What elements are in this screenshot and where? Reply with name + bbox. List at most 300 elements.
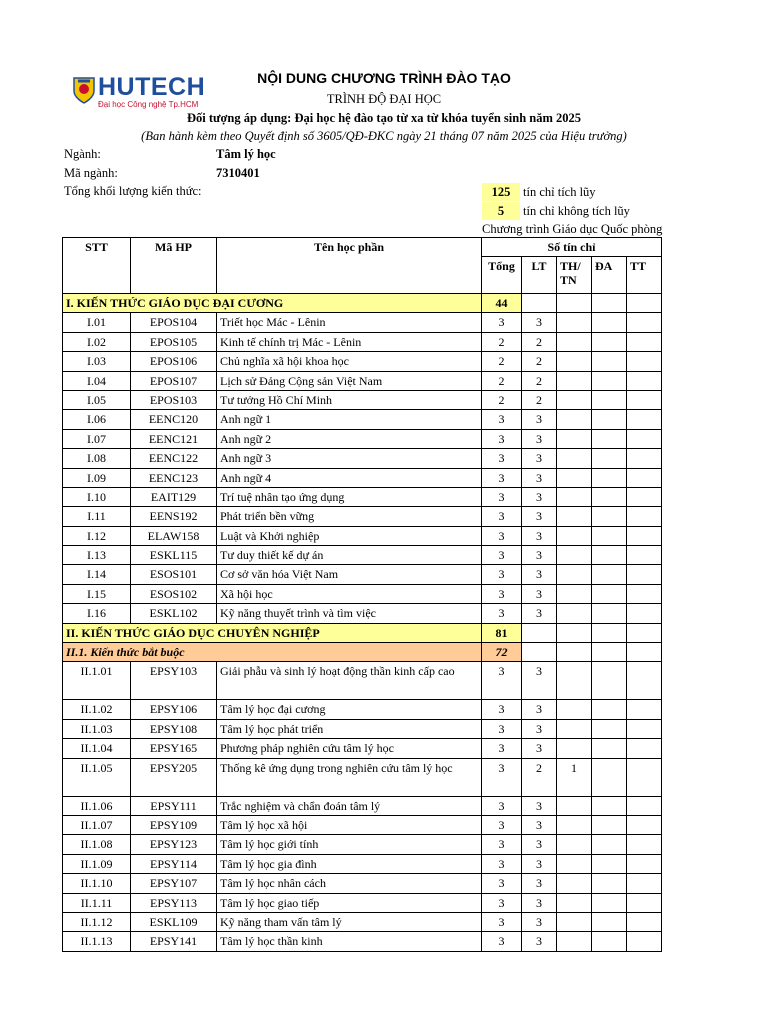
row-tt-credits: [627, 758, 662, 796]
row-total-credits: 3: [482, 835, 522, 854]
row-da-credits: [592, 565, 627, 584]
header-stt: STT: [63, 238, 131, 294]
row-course-name: Trí tuệ nhân tạo ứng dụng: [217, 487, 482, 506]
row-lt-credits: 2: [522, 352, 557, 371]
row-tt-credits: [627, 604, 662, 623]
row-course-code: EPSY109: [131, 815, 217, 834]
row-da-credits: [592, 874, 627, 893]
section-empty-cell: [557, 643, 592, 662]
row-stt: I.03: [63, 352, 131, 371]
row-course-name: Tâm lý học giao tiếp: [217, 893, 482, 912]
row-stt: I.15: [63, 584, 131, 603]
row-stt: I.04: [63, 371, 131, 390]
row-lt-credits: 3: [522, 796, 557, 815]
row-stt: II.1.02: [63, 700, 131, 719]
row-tt-credits: [627, 719, 662, 738]
row-tt-credits: [627, 468, 662, 487]
row-course-name: Tâm lý học thần kinh: [217, 932, 482, 951]
row-course-code: EENC122: [131, 449, 217, 468]
row-th-tn-credits: [557, 815, 592, 834]
table-row: [63, 739, 662, 758]
header-da: ĐA: [592, 257, 627, 294]
row-course-name: Cơ sở văn hóa Việt Nam: [217, 565, 482, 584]
row-da-credits: [592, 429, 627, 448]
row-da-credits: [592, 758, 627, 796]
row-total-credits: 3: [482, 546, 522, 565]
row-course-code: EENC120: [131, 410, 217, 429]
row-total-credits: 3: [482, 507, 522, 526]
header-total: Tổng: [482, 257, 522, 294]
row-lt-credits: 3: [522, 429, 557, 448]
document-title: NỘI DUNG CHƯƠNG TRÌNH ĐÀO TẠO: [257, 70, 511, 86]
table-row: [63, 449, 662, 468]
row-course-name: Tư duy thiết kế dự án: [217, 546, 482, 565]
row-th-tn-credits: [557, 584, 592, 603]
row-course-code: EPOS104: [131, 313, 217, 332]
row-course-code: EPSY107: [131, 874, 217, 893]
table-row: [63, 565, 662, 584]
row-lt-credits: 2: [522, 390, 557, 409]
row-total-credits: 3: [482, 487, 522, 506]
row-tt-credits: [627, 796, 662, 815]
row-da-credits: [592, 739, 627, 758]
table-row: [63, 835, 662, 854]
row-th-tn-credits: [557, 352, 592, 371]
section-label: II. KIẾN THỨC GIÁO DỤC CHUYÊN NGHIỆP: [63, 623, 482, 642]
row-th-tn-credits: [557, 932, 592, 951]
row-th-tn-credits: 1: [557, 758, 592, 796]
row-total-credits: 3: [482, 662, 522, 700]
row-course-code: EPSY123: [131, 835, 217, 854]
row-course-name: Thống kê ứng dụng trong nghiên cứu tâm lý học: [217, 758, 482, 796]
row-total-credits: 3: [482, 758, 522, 796]
applicable-target: Đối tượng áp dụng: Đại học hệ đào tạo từ xa từ khóa tuyển sinh năm 2025: [186, 111, 582, 125]
table-row: [63, 487, 662, 506]
header-credits: Số tín chỉ: [482, 238, 662, 257]
row-total-credits: 3: [482, 932, 522, 951]
row-tt-credits: [627, 352, 662, 371]
row-th-tn-credits: [557, 487, 592, 506]
row-stt: I.14: [63, 565, 131, 584]
major-code-label: Mã ngành:: [64, 166, 118, 180]
row-tt-credits: [627, 835, 662, 854]
row-lt-credits: 3: [522, 739, 557, 758]
table-row: [63, 700, 662, 719]
row-stt: I.16: [63, 604, 131, 623]
table-row: [63, 912, 662, 931]
row-course-code: EAIT129: [131, 487, 217, 506]
section-empty-cell: [557, 294, 592, 313]
row-da-credits: [592, 796, 627, 815]
header-course-code: Mã HP: [131, 238, 217, 294]
row-total-credits: 2: [482, 352, 522, 371]
major-label: Ngành:: [64, 147, 101, 161]
table-row: [63, 893, 662, 912]
logo-brand: HUTECH: [98, 73, 206, 101]
row-total-credits: 3: [482, 526, 522, 545]
row-tt-credits: [627, 332, 662, 351]
row-course-name: Kinh tế chính trị Mác - Lênin: [217, 332, 482, 351]
table-row: [63, 854, 662, 873]
row-lt-credits: 3: [522, 449, 557, 468]
row-total-credits: 3: [482, 313, 522, 332]
row-th-tn-credits: [557, 874, 592, 893]
section-row: [63, 623, 662, 642]
row-total-credits: 3: [482, 719, 522, 738]
row-th-tn-credits: [557, 449, 592, 468]
row-lt-credits: 3: [522, 468, 557, 487]
row-course-name: Anh ngữ 3: [217, 449, 482, 468]
row-total-credits: 3: [482, 700, 522, 719]
row-total-credits: 2: [482, 371, 522, 390]
row-lt-credits: 3: [522, 507, 557, 526]
row-th-tn-credits: [557, 526, 592, 545]
row-course-name: Tâm lý học nhân cách: [217, 874, 482, 893]
row-course-name: Tâm lý học xã hội: [217, 815, 482, 834]
section-label: I. KIẾN THỨC GIÁO DỤC ĐẠI CƯƠNG: [63, 294, 482, 313]
row-course-code: EPSY108: [131, 719, 217, 738]
table-row: [63, 371, 662, 390]
row-lt-credits: 3: [522, 410, 557, 429]
row-tt-credits: [627, 739, 662, 758]
row-course-code: EPOS106: [131, 352, 217, 371]
non-accumulated-credits-text: tín chỉ không tích lũy: [523, 204, 630, 218]
row-da-credits: [592, 390, 627, 409]
program-note: Chương trình Giáo dục Quốc phòng: [482, 222, 663, 236]
row-course-name: Tâm lý học đại cương: [217, 700, 482, 719]
section-empty-cell: [627, 294, 662, 313]
row-da-credits: [592, 719, 627, 738]
row-course-code: EPSY141: [131, 932, 217, 951]
row-lt-credits: 3: [522, 835, 557, 854]
table-row: [63, 313, 662, 332]
row-lt-credits: 3: [522, 662, 557, 700]
row-th-tn-credits: [557, 739, 592, 758]
row-da-credits: [592, 835, 627, 854]
row-lt-credits: 3: [522, 700, 557, 719]
row-tt-credits: [627, 449, 662, 468]
row-total-credits: 3: [482, 604, 522, 623]
table-row: [63, 390, 662, 409]
row-th-tn-credits: [557, 700, 592, 719]
row-th-tn-credits: [557, 410, 592, 429]
major-code-value: 7310401: [216, 166, 260, 180]
row-stt: I.06: [63, 410, 131, 429]
table-row: [63, 604, 662, 623]
header-th-tn: TH/ TN: [557, 257, 592, 294]
row-course-name: Tâm lý học gia đình: [217, 854, 482, 873]
row-stt: II.1.10: [63, 874, 131, 893]
row-course-code: EPSY114: [131, 854, 217, 873]
row-th-tn-credits: [557, 332, 592, 351]
row-course-code: ELAW158: [131, 526, 217, 545]
header-lt: LT: [522, 257, 557, 294]
header-course-name: Tên học phần: [217, 238, 482, 294]
row-course-code: EPSY106: [131, 700, 217, 719]
row-tt-credits: [627, 313, 662, 332]
table-row: [63, 758, 662, 796]
row-th-tn-credits: [557, 662, 592, 700]
row-tt-credits: [627, 390, 662, 409]
row-course-code: EPSY205: [131, 758, 217, 796]
section-empty-cell: [627, 643, 662, 662]
row-lt-credits: 3: [522, 719, 557, 738]
row-total-credits: 3: [482, 739, 522, 758]
row-stt: II.1.01: [63, 662, 131, 700]
row-tt-credits: [627, 893, 662, 912]
row-course-code: ESKL102: [131, 604, 217, 623]
row-course-name: Kỹ năng thuyết trình và tìm việc: [217, 604, 482, 623]
decision-note: (Ban hành kèm theo Quyết định số 3605/QĐ-ĐKC ngày 21 tháng 07 năm 2025 của Hiệu trưởng): [141, 129, 627, 143]
row-lt-credits: 3: [522, 854, 557, 873]
row-tt-credits: [627, 487, 662, 506]
row-lt-credits: 3: [522, 487, 557, 506]
row-stt: II.1.11: [63, 893, 131, 912]
section-empty-cell: [627, 623, 662, 642]
table-row: [63, 332, 662, 351]
row-lt-credits: 3: [522, 546, 557, 565]
table-row: [63, 507, 662, 526]
row-stt: I.12: [63, 526, 131, 545]
row-da-credits: [592, 410, 627, 429]
row-da-credits: [592, 932, 627, 951]
row-course-name: Phương pháp nghiên cứu tâm lý học: [217, 739, 482, 758]
row-da-credits: [592, 526, 627, 545]
row-stt: II.1.12: [63, 912, 131, 931]
row-total-credits: 2: [482, 390, 522, 409]
row-course-code: EPOS103: [131, 390, 217, 409]
row-total-credits: 3: [482, 429, 522, 448]
row-da-credits: [592, 700, 627, 719]
row-total-credits: 3: [482, 893, 522, 912]
row-da-credits: [592, 313, 627, 332]
row-da-credits: [592, 912, 627, 931]
row-course-code: ESKL115: [131, 546, 217, 565]
row-course-code: ESKL109: [131, 912, 217, 931]
row-da-credits: [592, 507, 627, 526]
row-course-name: Lịch sử Đảng Cộng sản Việt Nam: [217, 371, 482, 390]
row-course-code: EENS192: [131, 507, 217, 526]
row-stt: II.1.08: [63, 835, 131, 854]
row-course-name: Tư tưởng Hồ Chí Minh: [217, 390, 482, 409]
row-tt-credits: [627, 410, 662, 429]
table-row: [63, 932, 662, 951]
section-empty-cell: [522, 623, 557, 642]
row-th-tn-credits: [557, 565, 592, 584]
row-total-credits: 3: [482, 854, 522, 873]
section-empty-cell: [522, 294, 557, 313]
row-th-tn-credits: [557, 507, 592, 526]
row-stt: I.01: [63, 313, 131, 332]
row-stt: I.11: [63, 507, 131, 526]
row-stt: I.10: [63, 487, 131, 506]
row-course-name: Luật và Khởi nghiệp: [217, 526, 482, 545]
row-da-credits: [592, 584, 627, 603]
major-value: Tâm lý học: [216, 147, 276, 161]
table-row: [63, 719, 662, 738]
section-empty-cell: [592, 623, 627, 642]
row-course-name: Kỹ năng tham vấn tâm lý: [217, 912, 482, 931]
row-lt-credits: 2: [522, 758, 557, 796]
row-tt-credits: [627, 546, 662, 565]
row-lt-credits: 3: [522, 565, 557, 584]
row-course-code: EPSY165: [131, 739, 217, 758]
row-course-name: Anh ngữ 2: [217, 429, 482, 448]
row-th-tn-credits: [557, 604, 592, 623]
row-course-name: Phát triển bền vững: [217, 507, 482, 526]
section-total: 81: [482, 623, 522, 642]
row-stt: I.05: [63, 390, 131, 409]
table-row: [63, 584, 662, 603]
table-row: [63, 874, 662, 893]
row-course-code: EPSY113: [131, 893, 217, 912]
row-lt-credits: 3: [522, 815, 557, 834]
row-course-name: Anh ngữ 1: [217, 410, 482, 429]
section-empty-cell: [592, 294, 627, 313]
row-course-code: EENC123: [131, 468, 217, 487]
row-total-credits: 3: [482, 815, 522, 834]
row-da-credits: [592, 449, 627, 468]
row-course-name: Giải phẫu và sinh lý hoạt động thần kinh cấp cao: [217, 662, 482, 700]
row-stt: I.02: [63, 332, 131, 351]
row-total-credits: 3: [482, 796, 522, 815]
row-course-name: Trắc nghiệm và chẩn đoán tâm lý: [217, 796, 482, 815]
row-total-credits: 3: [482, 468, 522, 487]
row-da-credits: [592, 815, 627, 834]
row-tt-credits: [627, 565, 662, 584]
table-row: [63, 410, 662, 429]
row-total-credits: 3: [482, 565, 522, 584]
row-lt-credits: 3: [522, 874, 557, 893]
row-tt-credits: [627, 932, 662, 951]
row-lt-credits: 2: [522, 371, 557, 390]
accumulated-credits-value: 125: [482, 183, 520, 201]
table-row: [63, 352, 662, 371]
row-th-tn-credits: [557, 912, 592, 931]
table-row: [63, 429, 662, 448]
header-tt: TT: [627, 257, 662, 294]
row-da-credits: [592, 604, 627, 623]
row-lt-credits: 3: [522, 932, 557, 951]
row-stt: I.08: [63, 449, 131, 468]
row-lt-credits: 3: [522, 912, 557, 931]
row-course-code: ESOS101: [131, 565, 217, 584]
section-empty-cell: [592, 643, 627, 662]
table-row: [63, 662, 662, 700]
row-course-code: EENC121: [131, 429, 217, 448]
row-lt-credits: 3: [522, 313, 557, 332]
row-total-credits: 3: [482, 584, 522, 603]
row-stt: II.1.06: [63, 796, 131, 815]
row-total-credits: 3: [482, 449, 522, 468]
row-total-credits: 3: [482, 874, 522, 893]
row-th-tn-credits: [557, 796, 592, 815]
table-row: [63, 468, 662, 487]
section-total: 44: [482, 294, 522, 313]
row-tt-credits: [627, 371, 662, 390]
row-tt-credits: [627, 584, 662, 603]
row-lt-credits: 3: [522, 584, 557, 603]
row-course-code: EPOS107: [131, 371, 217, 390]
row-total-credits: 2: [482, 332, 522, 351]
row-th-tn-credits: [557, 429, 592, 448]
row-course-code: ESOS102: [131, 584, 217, 603]
table-row: [63, 526, 662, 545]
row-th-tn-credits: [557, 854, 592, 873]
row-th-tn-credits: [557, 371, 592, 390]
row-th-tn-credits: [557, 893, 592, 912]
table-row: [63, 546, 662, 565]
row-course-name: Triết học Mác - Lênin: [217, 313, 482, 332]
row-stt: I.07: [63, 429, 131, 448]
row-tt-credits: [627, 507, 662, 526]
row-stt: II.1.04: [63, 739, 131, 758]
row-course-name: Chủ nghĩa xã hội khoa học: [217, 352, 482, 371]
education-level: TRÌNH ĐỘ ĐẠI HỌC: [326, 92, 442, 106]
row-tt-credits: [627, 854, 662, 873]
total-credits-label: Tổng khối lượng kiến thức:: [64, 184, 202, 198]
row-stt: II.1.07: [63, 815, 131, 834]
row-tt-credits: [627, 429, 662, 448]
row-da-credits: [592, 546, 627, 565]
row-course-name: Anh ngữ 4: [217, 468, 482, 487]
row-tt-credits: [627, 912, 662, 931]
row-lt-credits: 3: [522, 604, 557, 623]
row-da-credits: [592, 662, 627, 700]
row-course-name: Tâm lý học giới tính: [217, 835, 482, 854]
row-th-tn-credits: [557, 719, 592, 738]
row-da-credits: [592, 893, 627, 912]
row-tt-credits: [627, 700, 662, 719]
row-lt-credits: 2: [522, 332, 557, 351]
row-total-credits: 3: [482, 912, 522, 931]
table-row: [63, 815, 662, 834]
accumulated-credits-text: tín chỉ tích lũy: [523, 185, 596, 199]
row-course-name: Xã hội học: [217, 584, 482, 603]
row-th-tn-credits: [557, 313, 592, 332]
section-row: [63, 643, 662, 662]
row-th-tn-credits: [557, 468, 592, 487]
row-da-credits: [592, 371, 627, 390]
row-course-name: Tâm lý học phát triển: [217, 719, 482, 738]
row-stt: II.1.13: [63, 932, 131, 951]
row-th-tn-credits: [557, 390, 592, 409]
section-label: II.1. Kiến thức bắt buộc: [63, 643, 482, 662]
logo-tagline: Đại học Công nghệ Tp.HCM: [98, 100, 199, 109]
row-da-credits: [592, 854, 627, 873]
row-stt: II.1.03: [63, 719, 131, 738]
section-row: [63, 294, 662, 313]
row-th-tn-credits: [557, 546, 592, 565]
section-empty-cell: [522, 643, 557, 662]
row-lt-credits: 3: [522, 526, 557, 545]
row-th-tn-credits: [557, 835, 592, 854]
row-tt-credits: [627, 662, 662, 700]
row-tt-credits: [627, 526, 662, 545]
row-tt-credits: [627, 874, 662, 893]
non-accumulated-credits-value: 5: [482, 202, 520, 220]
row-stt: I.13: [63, 546, 131, 565]
section-empty-cell: [557, 623, 592, 642]
row-stt: II.1.09: [63, 854, 131, 873]
row-tt-credits: [627, 815, 662, 834]
row-lt-credits: 3: [522, 893, 557, 912]
table-row: [63, 796, 662, 815]
row-da-credits: [592, 352, 627, 371]
row-stt: I.09: [63, 468, 131, 487]
row-da-credits: [592, 332, 627, 351]
row-total-credits: 3: [482, 410, 522, 429]
